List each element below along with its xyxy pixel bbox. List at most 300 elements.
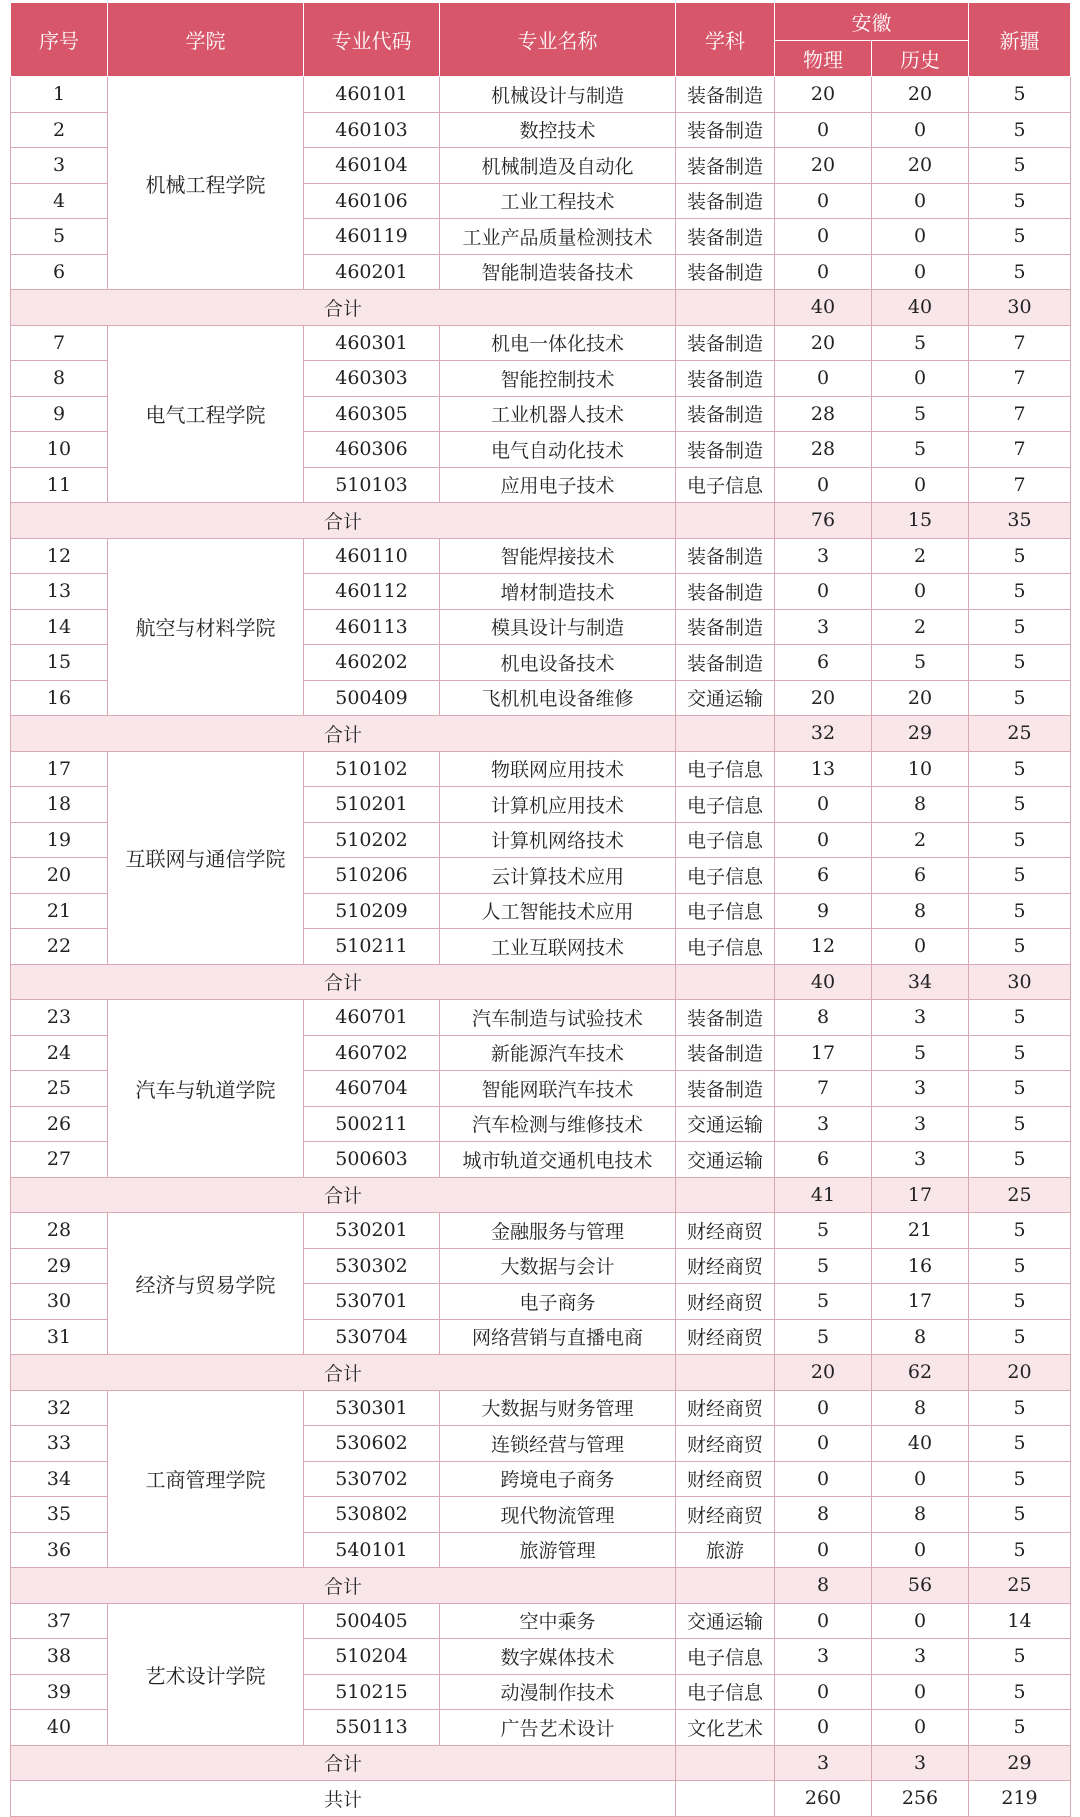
major-code-cell: 460106: [304, 183, 440, 219]
seq-cell: 39: [11, 1674, 108, 1710]
subject-cell: 电子信息: [676, 751, 775, 787]
major-code-cell: 510204: [304, 1639, 440, 1675]
major-code-cell: 460306: [304, 432, 440, 468]
subject-cell: 财经商贸: [676, 1319, 775, 1355]
header-history: 历史: [872, 41, 969, 77]
major-code-cell: 460104: [304, 148, 440, 184]
major-code-cell: 540101: [304, 1532, 440, 1568]
major-name-cell: 飞机机电设备维修: [440, 680, 676, 716]
major-name-cell: 工业机器人技术: [440, 396, 676, 432]
subtotal-history: 56: [872, 1568, 969, 1604]
subject-cell: 装备制造: [676, 361, 775, 397]
major-name-cell: 计算机网络技术: [440, 822, 676, 858]
subject-cell: 装备制造: [676, 1035, 775, 1071]
physics-cell: 3: [775, 1639, 872, 1675]
history-cell: 8: [872, 893, 969, 929]
subtotal-history: 29: [872, 716, 969, 752]
physics-cell: 17: [775, 1035, 872, 1071]
subject-cell: 电子信息: [676, 822, 775, 858]
major-code-cell: 530704: [304, 1319, 440, 1355]
subtotal-xinjiang: 30: [969, 964, 1071, 1000]
subject-cell: 装备制造: [676, 1071, 775, 1107]
history-cell: 6: [872, 858, 969, 894]
seq-cell: 19: [11, 822, 108, 858]
history-cell: 0: [872, 1674, 969, 1710]
xinjiang-cell: 5: [969, 1497, 1071, 1533]
xinjiang-cell: 14: [969, 1603, 1071, 1639]
major-name-cell: 智能控制技术: [440, 361, 676, 397]
enrollment-plan-table: [10, 2, 1071, 1817]
xinjiang-cell: 7: [969, 325, 1071, 361]
physics-cell: 3: [775, 609, 872, 645]
college-cell: 机械工程学院: [108, 77, 304, 290]
seq-cell: 35: [11, 1497, 108, 1533]
major-name-cell: 工业工程技术: [440, 183, 676, 219]
subtotal-physics: 20: [775, 1355, 872, 1391]
seq-cell: 15: [11, 645, 108, 681]
major-name-cell: 机械制造及自动化: [440, 148, 676, 184]
subtotal-subject-empty: [676, 290, 775, 326]
header-xinjiang: 新疆: [969, 3, 1071, 77]
table-row: [11, 1603, 1071, 1639]
xinjiang-cell: 5: [969, 751, 1071, 787]
subject-cell: 电子信息: [676, 1674, 775, 1710]
grand-total-label: 共计: [11, 1781, 676, 1817]
subject-cell: 装备制造: [676, 396, 775, 432]
history-cell: 20: [872, 77, 969, 113]
xinjiang-cell: 5: [969, 1248, 1071, 1284]
major-name-cell: 动漫制作技术: [440, 1674, 676, 1710]
subject-cell: 交通运输: [676, 1106, 775, 1142]
seq-cell: 22: [11, 929, 108, 965]
major-name-cell: 智能网联汽车技术: [440, 1071, 676, 1107]
physics-cell: 7: [775, 1071, 872, 1107]
history-cell: 0: [872, 361, 969, 397]
seq-cell: 16: [11, 680, 108, 716]
subtotal-xinjiang: 29: [969, 1745, 1071, 1781]
physics-cell: 0: [775, 1390, 872, 1426]
history-cell: 0: [872, 1603, 969, 1639]
subject-cell: 电子信息: [676, 1639, 775, 1675]
subtotal-row: [11, 1177, 1071, 1213]
physics-cell: 0: [775, 1532, 872, 1568]
seq-cell: 37: [11, 1603, 108, 1639]
physics-cell: 20: [775, 148, 872, 184]
subtotal-label: 合计: [11, 1355, 676, 1391]
physics-cell: 5: [775, 1213, 872, 1249]
xinjiang-cell: 7: [969, 396, 1071, 432]
major-code-cell: 460103: [304, 112, 440, 148]
xinjiang-cell: 5: [969, 1142, 1071, 1178]
history-cell: 0: [872, 1532, 969, 1568]
major-name-cell: 广告艺术设计: [440, 1710, 676, 1746]
seq-cell: 9: [11, 396, 108, 432]
major-name-cell: 数控技术: [440, 112, 676, 148]
xinjiang-cell: 5: [969, 183, 1071, 219]
seq-cell: 36: [11, 1532, 108, 1568]
major-code-cell: 460202: [304, 645, 440, 681]
major-code-cell: 510102: [304, 751, 440, 787]
header-subject: 学科: [676, 3, 775, 77]
major-name-cell: 空中乘务: [440, 1603, 676, 1639]
history-cell: 0: [872, 112, 969, 148]
xinjiang-cell: 5: [969, 609, 1071, 645]
major-code-cell: 530702: [304, 1461, 440, 1497]
major-code-cell: 530602: [304, 1426, 440, 1462]
physics-cell: 0: [775, 183, 872, 219]
table-row: [11, 1000, 1071, 1036]
subject-cell: 装备制造: [676, 432, 775, 468]
major-code-cell: 530302: [304, 1248, 440, 1284]
college-cell: 航空与材料学院: [108, 538, 304, 716]
seq-cell: 8: [11, 361, 108, 397]
header-physics: 物理: [775, 41, 872, 77]
college-cell: 汽车与轨道学院: [108, 1000, 304, 1178]
subject-cell: 装备制造: [676, 1000, 775, 1036]
major-name-cell: 大数据与会计: [440, 1248, 676, 1284]
seq-cell: 27: [11, 1142, 108, 1178]
header-major-code: 专业代码: [304, 3, 440, 77]
subject-cell: 电子信息: [676, 893, 775, 929]
physics-cell: 3: [775, 1106, 872, 1142]
xinjiang-cell: 5: [969, 112, 1071, 148]
physics-cell: 0: [775, 219, 872, 255]
subtotal-label: 合计: [11, 503, 676, 539]
history-cell: 8: [872, 1319, 969, 1355]
major-code-cell: 460305: [304, 396, 440, 432]
major-name-cell: 大数据与财务管理: [440, 1390, 676, 1426]
subtotal-row: [11, 716, 1071, 752]
physics-cell: 28: [775, 432, 872, 468]
seq-cell: 25: [11, 1071, 108, 1107]
major-name-cell: 工业产品质量检测技术: [440, 219, 676, 255]
major-code-cell: 530701: [304, 1284, 440, 1320]
subtotal-label: 合计: [11, 716, 676, 752]
grand-total-history: 256: [872, 1781, 969, 1817]
xinjiang-cell: 5: [969, 822, 1071, 858]
major-code-cell: 510215: [304, 1674, 440, 1710]
history-cell: 0: [872, 254, 969, 290]
subtotal-history: 62: [872, 1355, 969, 1391]
major-name-cell: 工业互联网技术: [440, 929, 676, 965]
xinjiang-cell: 5: [969, 1213, 1071, 1249]
major-name-cell: 应用电子技术: [440, 467, 676, 503]
subtotal-row: [11, 1355, 1071, 1391]
history-cell: 0: [872, 929, 969, 965]
history-cell: 5: [872, 645, 969, 681]
subtotal-physics: 32: [775, 716, 872, 752]
history-cell: 3: [872, 1639, 969, 1675]
grand-total-physics: 260: [775, 1781, 872, 1817]
major-name-cell: 汽车制造与试验技术: [440, 1000, 676, 1036]
seq-cell: 10: [11, 432, 108, 468]
xinjiang-cell: 5: [969, 1000, 1071, 1036]
xinjiang-cell: 5: [969, 1284, 1071, 1320]
history-cell: 3: [872, 1000, 969, 1036]
major-name-cell: 模具设计与制造: [440, 609, 676, 645]
subtotal-xinjiang: 35: [969, 503, 1071, 539]
seq-cell: 17: [11, 751, 108, 787]
physics-cell: 5: [775, 1284, 872, 1320]
header-seq: 序号: [11, 3, 108, 77]
major-name-cell: 智能焊接技术: [440, 538, 676, 574]
major-name-cell: 汽车检测与维修技术: [440, 1106, 676, 1142]
xinjiang-cell: 5: [969, 645, 1071, 681]
college-cell: 互联网与通信学院: [108, 751, 304, 964]
seq-cell: 23: [11, 1000, 108, 1036]
xinjiang-cell: 5: [969, 77, 1071, 113]
table-row: [11, 325, 1071, 361]
history-cell: 0: [872, 467, 969, 503]
history-cell: 8: [872, 1497, 969, 1533]
major-name-cell: 智能制造装备技术: [440, 254, 676, 290]
physics-cell: 0: [775, 787, 872, 823]
subtotal-history: 34: [872, 964, 969, 1000]
major-name-cell: 计算机应用技术: [440, 787, 676, 823]
seq-cell: 4: [11, 183, 108, 219]
header-anhui: 安徽: [775, 3, 969, 41]
history-cell: 5: [872, 432, 969, 468]
major-name-cell: 电气自动化技术: [440, 432, 676, 468]
subtotal-label: 合计: [11, 1745, 676, 1781]
physics-cell: 8: [775, 1497, 872, 1533]
subject-cell: 装备制造: [676, 77, 775, 113]
subtotal-row: [11, 290, 1071, 326]
seq-cell: 34: [11, 1461, 108, 1497]
subject-cell: 财经商贸: [676, 1248, 775, 1284]
table-header: [11, 3, 1071, 77]
xinjiang-cell: 5: [969, 1426, 1071, 1462]
seq-cell: 13: [11, 574, 108, 610]
physics-cell: 0: [775, 1674, 872, 1710]
table-row: [11, 1390, 1071, 1426]
major-name-cell: 新能源汽车技术: [440, 1035, 676, 1071]
subtotal-physics: 76: [775, 503, 872, 539]
subtotal-row: [11, 1745, 1071, 1781]
table-body: [11, 77, 1071, 1817]
major-code-cell: 530301: [304, 1390, 440, 1426]
history-cell: 3: [872, 1106, 969, 1142]
xinjiang-cell: 5: [969, 858, 1071, 894]
history-cell: 0: [872, 183, 969, 219]
xinjiang-cell: 5: [969, 1319, 1071, 1355]
xinjiang-cell: 5: [969, 1639, 1071, 1675]
subtotal-label: 合计: [11, 964, 676, 1000]
physics-cell: 20: [775, 680, 872, 716]
subtotal-physics: 8: [775, 1568, 872, 1604]
xinjiang-cell: 7: [969, 467, 1071, 503]
major-name-cell: 现代物流管理: [440, 1497, 676, 1533]
xinjiang-cell: 5: [969, 254, 1071, 290]
subtotal-subject-empty: [676, 964, 775, 1000]
major-code-cell: 500409: [304, 680, 440, 716]
xinjiang-cell: 5: [969, 1106, 1071, 1142]
subtotal-xinjiang: 20: [969, 1355, 1071, 1391]
subtotal-history: 40: [872, 290, 969, 326]
xinjiang-cell: 7: [969, 361, 1071, 397]
subtotal-physics: 3: [775, 1745, 872, 1781]
major-name-cell: 旅游管理: [440, 1532, 676, 1568]
history-cell: 5: [872, 1035, 969, 1071]
table-row: [11, 77, 1071, 113]
physics-cell: 0: [775, 574, 872, 610]
xinjiang-cell: 5: [969, 219, 1071, 255]
grand-total-subject-empty: [676, 1781, 775, 1817]
seq-cell: 28: [11, 1213, 108, 1249]
major-code-cell: 460301: [304, 325, 440, 361]
subject-cell: 旅游: [676, 1532, 775, 1568]
physics-cell: 0: [775, 822, 872, 858]
xinjiang-cell: 5: [969, 893, 1071, 929]
physics-cell: 5: [775, 1319, 872, 1355]
subtotal-subject-empty: [676, 503, 775, 539]
subject-cell: 装备制造: [676, 538, 775, 574]
major-name-cell: 金融服务与管理: [440, 1213, 676, 1249]
major-name-cell: 物联网应用技术: [440, 751, 676, 787]
major-name-cell: 云计算技术应用: [440, 858, 676, 894]
seq-cell: 32: [11, 1390, 108, 1426]
major-code-cell: 510211: [304, 929, 440, 965]
subtotal-history: 15: [872, 503, 969, 539]
seq-cell: 2: [11, 112, 108, 148]
subject-cell: 财经商贸: [676, 1461, 775, 1497]
history-cell: 2: [872, 609, 969, 645]
subtotal-xinjiang: 30: [969, 290, 1071, 326]
major-code-cell: 460119: [304, 219, 440, 255]
subtotal-history: 3: [872, 1745, 969, 1781]
subtotal-xinjiang: 25: [969, 1568, 1071, 1604]
major-code-cell: 460113: [304, 609, 440, 645]
major-code-cell: 460201: [304, 254, 440, 290]
major-name-cell: 电子商务: [440, 1284, 676, 1320]
major-code-cell: 530802: [304, 1497, 440, 1533]
subtotal-subject-empty: [676, 1177, 775, 1213]
seq-cell: 7: [11, 325, 108, 361]
subject-cell: 交通运输: [676, 680, 775, 716]
major-code-cell: 500405: [304, 1603, 440, 1639]
seq-cell: 31: [11, 1319, 108, 1355]
subject-cell: 装备制造: [676, 254, 775, 290]
subject-cell: 装备制造: [676, 645, 775, 681]
college-cell: 电气工程学院: [108, 325, 304, 503]
seq-cell: 38: [11, 1639, 108, 1675]
major-name-cell: 城市轨道交通机电技术: [440, 1142, 676, 1178]
seq-cell: 20: [11, 858, 108, 894]
seq-cell: 5: [11, 219, 108, 255]
major-name-cell: 连锁经营与管理: [440, 1426, 676, 1462]
subtotal-physics: 41: [775, 1177, 872, 1213]
seq-cell: 6: [11, 254, 108, 290]
college-cell: 工商管理学院: [108, 1390, 304, 1568]
physics-cell: 0: [775, 1426, 872, 1462]
history-cell: 20: [872, 680, 969, 716]
physics-cell: 0: [775, 361, 872, 397]
history-cell: 16: [872, 1248, 969, 1284]
major-code-cell: 460110: [304, 538, 440, 574]
major-code-cell: 460702: [304, 1035, 440, 1071]
subtotal-label: 合计: [11, 1177, 676, 1213]
history-cell: 20: [872, 148, 969, 184]
major-code-cell: 510209: [304, 893, 440, 929]
major-name-cell: 数字媒体技术: [440, 1639, 676, 1675]
history-cell: 40: [872, 1426, 969, 1462]
subtotal-row: [11, 964, 1071, 1000]
subject-cell: 财经商贸: [676, 1426, 775, 1462]
major-name-cell: 机电设备技术: [440, 645, 676, 681]
subtotal-physics: 40: [775, 290, 872, 326]
physics-cell: 0: [775, 467, 872, 503]
college-cell: 经济与贸易学院: [108, 1213, 304, 1355]
seq-cell: 21: [11, 893, 108, 929]
physics-cell: 6: [775, 645, 872, 681]
history-cell: 0: [872, 219, 969, 255]
physics-cell: 28: [775, 396, 872, 432]
subtotal-row: [11, 503, 1071, 539]
xinjiang-cell: 5: [969, 787, 1071, 823]
history-cell: 2: [872, 822, 969, 858]
seq-cell: 30: [11, 1284, 108, 1320]
major-code-cell: 510201: [304, 787, 440, 823]
seq-cell: 18: [11, 787, 108, 823]
subject-cell: 交通运输: [676, 1142, 775, 1178]
physics-cell: 5: [775, 1248, 872, 1284]
subtotal-subject-empty: [676, 1568, 775, 1604]
subject-cell: 电子信息: [676, 929, 775, 965]
subtotal-row: [11, 1568, 1071, 1604]
subject-cell: 装备制造: [676, 183, 775, 219]
major-name-cell: 机械设计与制造: [440, 77, 676, 113]
physics-cell: 0: [775, 112, 872, 148]
subtotal-label: 合计: [11, 290, 676, 326]
history-cell: 10: [872, 751, 969, 787]
physics-cell: 6: [775, 1142, 872, 1178]
subject-cell: 装备制造: [676, 609, 775, 645]
history-cell: 0: [872, 1461, 969, 1497]
college-cell: 艺术设计学院: [108, 1603, 304, 1745]
physics-cell: 0: [775, 254, 872, 290]
xinjiang-cell: 5: [969, 1461, 1071, 1497]
subtotal-subject-empty: [676, 1355, 775, 1391]
table-row: [11, 1213, 1071, 1249]
subject-cell: 财经商贸: [676, 1284, 775, 1320]
physics-cell: 20: [775, 77, 872, 113]
history-cell: 3: [872, 1142, 969, 1178]
xinjiang-cell: 5: [969, 680, 1071, 716]
header-major-name: 专业名称: [440, 3, 676, 77]
subject-cell: 电子信息: [676, 787, 775, 823]
major-code-cell: 460303: [304, 361, 440, 397]
subject-cell: 文化艺术: [676, 1710, 775, 1746]
subtotal-xinjiang: 25: [969, 1177, 1071, 1213]
seq-cell: 1: [11, 77, 108, 113]
subtotal-physics: 40: [775, 964, 872, 1000]
physics-cell: 0: [775, 1461, 872, 1497]
xinjiang-cell: 5: [969, 1674, 1071, 1710]
history-cell: 5: [872, 325, 969, 361]
major-code-cell: 500603: [304, 1142, 440, 1178]
physics-cell: 0: [775, 1710, 872, 1746]
major-code-cell: 460112: [304, 574, 440, 610]
subject-cell: 财经商贸: [676, 1497, 775, 1533]
xinjiang-cell: 5: [969, 1710, 1071, 1746]
major-code-cell: 510202: [304, 822, 440, 858]
seq-cell: 3: [11, 148, 108, 184]
xinjiang-cell: 5: [969, 574, 1071, 610]
seq-cell: 11: [11, 467, 108, 503]
xinjiang-cell: 5: [969, 1035, 1071, 1071]
major-name-cell: 人工智能技术应用: [440, 893, 676, 929]
major-name-cell: 网络营销与直播电商: [440, 1319, 676, 1355]
